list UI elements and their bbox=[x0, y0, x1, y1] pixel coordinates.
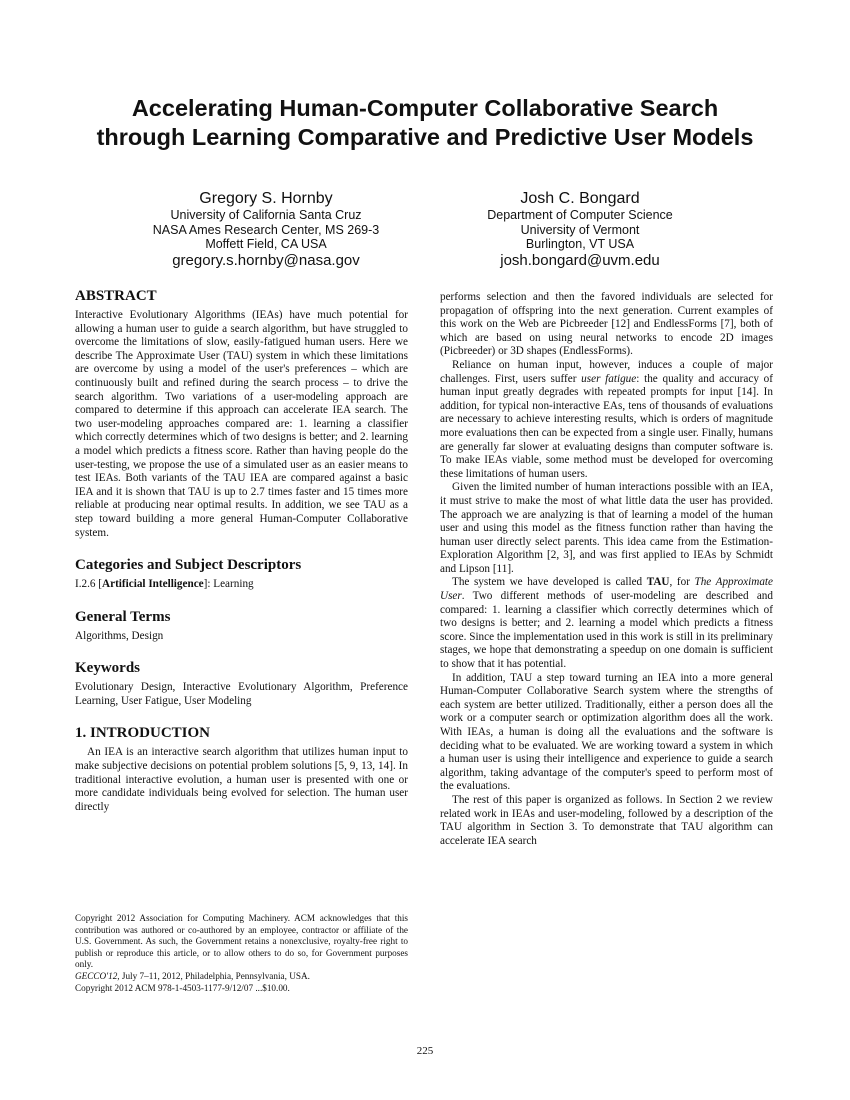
author-affiliation-line: University of Vermont bbox=[520, 222, 640, 237]
body-paragraph: performs selection and then the favored individuals are selected for propagation of offspring into the next generation. Current examples of this work on the Web are Picbreeder [12] and EndlessForms [7], both of which are based on using neural networks to encode 2D images (Picbreeder) or 3D shapes (EndlessForms). bbox=[440, 291, 773, 358]
author-email: josh.bongard@uvm.edu bbox=[500, 251, 660, 269]
author-block-2 bbox=[430, 189, 730, 270]
text-run: : the quality and accuracy of human input greatly degrades with repeated prompts for input [14]. In addition, for typical non-interactive EAs, tens of thousands of evaluations are necessary to achieve interesting results, which is orders of magnitude more evaluations then can be expected from a single user. Finally, humans are generally far slower at evaluating designs than computer software is. To make IEAs viable, some method must be developed for overcoming these limitations of human users. bbox=[440, 372, 773, 480]
author-affiliation-line: Department of Computer Science bbox=[487, 208, 673, 222]
abstract-heading: ABSTRACT bbox=[75, 288, 157, 304]
text-run: The system we have developed is called bbox=[452, 576, 647, 589]
categories-rest: ]: Learning bbox=[203, 578, 254, 591]
text-run: Reliance on human input, however, induces a couple of major challenges. First, users suffer bbox=[440, 358, 773, 385]
general-terms-heading: General Terms bbox=[75, 608, 171, 625]
categories-bold: Artificial Intelligence bbox=[102, 578, 204, 591]
left-column bbox=[75, 287, 408, 814]
author-affiliation-line: University of California Santa Cruz bbox=[170, 208, 362, 222]
body-paragraph: The rest of this paper is organized as follows. In Section 2 we review related work in IEAs and user-modeling, followed by a description of the TAU algorithm in Section 3. To demonstrate that TAU algorithm can accelerate IEA search bbox=[440, 793, 773, 847]
italic-term: The Approximate User bbox=[440, 576, 773, 603]
categories-code: I.2.6 [ bbox=[75, 578, 103, 591]
bold-term: TAU bbox=[646, 576, 670, 589]
copyright-notice bbox=[75, 913, 408, 994]
categories-heading: Categories and Subject Descriptors bbox=[75, 557, 302, 574]
copyright-text: Copyright 2012 Association for Computing Machinery. ACM acknowledges that this contribution was authored or co-authored by an employee, contractor or affiliate of the U.S. Government. As such, the Government retains a nonexclusive, royalty-free right to publish or reproduce this article, or to allow others to do so, for Government purposes only. bbox=[75, 913, 408, 970]
conference-name: GECCO'12, bbox=[75, 970, 120, 981]
title-line-2: through Learning Comparative and Predictive User Models bbox=[96, 124, 754, 150]
general-terms-text: Algorithms, Design bbox=[75, 629, 164, 642]
author-affiliation-line: NASA Ames Research Center, MS 269-3 bbox=[152, 222, 380, 237]
introduction-paragraph: An IEA is an interactive search algorithm that utilizes human input to make subjective decisions on potential problem solutions [5, 9, 13, 14]. In traditional interactive evolution, a human user is presented with one or more candidate individuals being evolved for selection. The human user directly bbox=[75, 746, 408, 813]
italic-term: user fatigue bbox=[581, 372, 637, 385]
copyright-isbn: Copyright 2012 ACM 978-1-4503-1177-9/12/07 ...$10.00. bbox=[75, 982, 290, 993]
text-run: , for bbox=[669, 576, 695, 589]
title-line-1: Accelerating Human-Computer Collaborative Search bbox=[131, 95, 719, 121]
conference-details: July 7–11, 2012, Philadelphia, Pennsylvania, USA. bbox=[119, 970, 310, 981]
page-number: 225 bbox=[416, 1045, 434, 1057]
paper-title bbox=[40, 94, 810, 152]
author-name: Gregory S. Hornby bbox=[199, 190, 333, 207]
text-run: . Two different methods of user-modeling are described and compared: 1. learning a classifier which correctly determines which of two designs is better; and 2. learning a model which predicts a fitness score. Since the implementation used in this work is still in its preliminary stages, we hope that demonstrating a speedup on one domain is sufficient to show that it has potential. bbox=[440, 590, 773, 671]
right-column bbox=[440, 291, 773, 848]
conference-line bbox=[75, 971, 408, 983]
keywords-text: Evolutionary Design, Interactive Evolutionary Algorithm, Preference Learning, User Fatigue, User Modeling bbox=[75, 681, 408, 707]
categories-text bbox=[75, 578, 408, 592]
abstract-text: Interactive Evolutionary Algorithms (IEAs) have much potential for allowing a human user to guide a search algorithm, but have struggled to overcome the limitations of slow, easily-fatigued human users. Here we describe The Approximate User (TAU) system in which these limitations are overcome by using a model of the user's preferences – which are continuously built and refined during the search process – to drive the search algorithm. Two variations of a user-modeling approach are compared to determine if this approach can accelerate IEA search. The two user-modeling approaches compared are: 1. learning a classifier which correctly determines which of two designs is better; and 2. learning a model which predicts a fitness score. Rather than having people do the user-testing, we propose the use of a simulated user as an easier means to test IEAs. Both variants of the TAU IEA are compared against a basic IEA and it is shown that TAU is up to 2.7 times faster and 15 times more reliable at producing near optimal results. In addition, we see TAU as a step toward building a more general Human-Computer Collaborative system. bbox=[75, 309, 408, 539]
body-paragraph bbox=[440, 576, 773, 671]
body-paragraph: Given the limited number of human interactions possible with an IEA, it must strive to make the most of what little data the user has provided. The approach we are analyzing is that of learning a model of the human user and using this model as the fitness function rather than having the human user directly select parents. This idea came from the Estimation-Exploration Algorithm [2, 3], and was first applied to IEAs by Schmidt and Lipson [11]. bbox=[440, 481, 773, 575]
author-block-1 bbox=[116, 189, 416, 270]
keywords-heading: Keywords bbox=[75, 660, 140, 677]
body-paragraph bbox=[440, 359, 773, 481]
body-paragraph: In addition, TAU a step toward turning an IEA into a more general Human-Computer Collaborative Search system where the strengths of each system are better utilized. Traditionally, either a person does all the work or a computer search or optimization algorithm does all the work. With IEAs, a human is doing all the evaluations and the software is deciding what to be evaluated. We are working toward a system in which a human user is using their intelligence and experience to guide a search algorithm, taking advantage of the computer's speed to perform most of the evaluations. bbox=[440, 671, 773, 793]
introduction-heading: 1. INTRODUCTION bbox=[75, 725, 211, 742]
author-affiliation-line: Burlington, VT USA bbox=[525, 237, 635, 251]
author-affiliation-line: Moffett Field, CA USA bbox=[205, 237, 327, 251]
author-name: Josh C. Bongard bbox=[520, 190, 640, 207]
author-email: gregory.s.hornby@nasa.gov bbox=[172, 251, 360, 269]
